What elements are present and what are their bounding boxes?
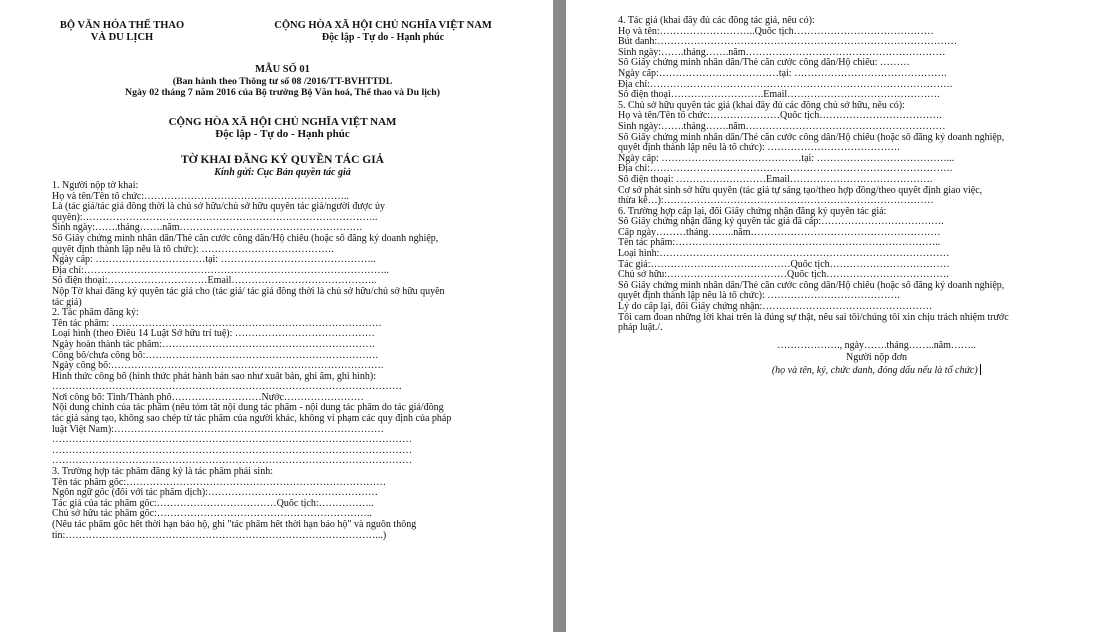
republic-name-2: CỘNG HÒA XÃ HỘI CHỦ NGHĨA VIỆT NAM	[168, 116, 397, 128]
form-line: Tác giả của tác phẩm gốc:………………………………Quốc tịch:……………..	[52, 498, 374, 509]
form-line: Ngày công bố:……………………………………………………………………….	[52, 361, 384, 372]
form-line: Ngôn ngữ gốc (đối với tác phẩm dịch):……………………………………………	[52, 488, 378, 499]
form-line: Sinh ngày:…….tháng…….năm……………………………………………………	[618, 121, 946, 132]
document-page-left	[0, 0, 553, 632]
form-line: Là (tác giả/tác giả đồng thời là chủ sở hữu/chủ sở hữu quyền tác giả/người được ủy	[52, 202, 386, 213]
form-line: Lý do cấp lại, đổi Giấy chứng nhận:……………………………………………	[618, 302, 933, 313]
form-line: Chủ sở hữu:………………………………Quốc tịch……………………………….	[618, 270, 949, 281]
text-cursor[interactable]	[980, 364, 982, 375]
form-line: quyền):……………………………………………………………………………..	[52, 212, 378, 223]
form-line: tác giả)	[52, 297, 82, 308]
form-line: Ngày cấp: ……………………………………tại: …………………………………...	[618, 153, 955, 164]
form-line: Địa chỉ:………………………………………………………………………………..	[52, 265, 389, 276]
form-line: quyết định thành lập nếu là tổ chức): ………………………………….	[618, 143, 900, 154]
form-line: 3. Trường hợp tác phẩm đăng ký là tác phẩm phái sinh:	[52, 467, 273, 478]
agency-line-2: VÀ DU LỊCH	[90, 32, 154, 43]
form-line: Họ và tên/Tên tổ chức:……………………………………………………..	[52, 191, 350, 202]
form-line: Ngày cấp: ……………………………tại: ………………………………………..	[52, 255, 376, 266]
form-line: Số Giấy chứng minh nhân dân/Thẻ căn cước công dân/Hộ chiếu (hoặc số đăng ký doanh nghiệp,	[618, 280, 1005, 291]
form-line: Tác giả:……………………………………Quốc tịch………………………………	[618, 259, 950, 270]
form-line: Tên tác phẩm: ………………………………………………………………………	[52, 318, 382, 329]
form-line: luật Việt Nam):………………………………………………………………………	[52, 424, 384, 435]
form-line: Bút danh:………………………………………………………………………………	[618, 37, 958, 48]
document-header	[52, 20, 513, 44]
form-line: 5. Chủ sở hữu quyền tác giả (khai đầy đủ các đồng chủ sở hữu, nếu có):	[618, 100, 905, 111]
form-line: Số điện thoại:…………………………Email……………………………………..	[52, 276, 377, 287]
form-line: quyết định thành lập nếu là tổ chức): ………………………………….	[52, 244, 334, 255]
form-line: Họ và tên:………………………..Quốc tịch……………………………………	[618, 26, 934, 37]
form-line: Ngày cấp:………………………………tại: ……………………………………….	[618, 68, 947, 79]
form-line: Nơi công bố: Tỉnh/Thành phố………………………Nước……………………	[52, 392, 364, 403]
agency-name	[52, 20, 192, 44]
form-line: ……………………………………………………………………………………………	[52, 382, 402, 393]
form-line: Ngày hoàn thành tác phẩm:……………………………………………………….	[52, 339, 375, 350]
form-line: Công bố/chưa công bố:…………………………………………………………….	[52, 350, 378, 361]
form-line: Hình thức công bố (hình thức phát hành bản sao như xuất bản, ghi âm, ghi hình):	[52, 371, 376, 382]
form-line: Địa chỉ:……………………………………………………………………………….	[618, 164, 953, 175]
form-number: MẪU SỐ 01	[255, 64, 310, 75]
page-gutter	[553, 0, 566, 632]
left-form-body	[52, 181, 513, 541]
form-line: 2. Tác phẩm đăng ký:	[52, 308, 139, 319]
form-line: 6. Trường hợp cấp lại, đổi Giấy chứng nhận đăng ký quyền tác giả:	[618, 206, 887, 217]
form-line: (Nếu tác phẩm gốc hết thời hạn bảo hộ, ghi "tác phẩm hết thời hạn bảo hộ" và nguồn thông	[52, 520, 417, 530]
form-line: quyết định thành lập nếu là tổ chức): ………………………………….	[618, 291, 900, 302]
form-line: Số điện thoại: ………………………Email…………………………………….	[618, 174, 933, 185]
form-line: 1. Người nộp tờ khai:	[52, 181, 139, 191]
form-line: Họ và tên/Tên tổ chức:…………………Quốc tịch……………………………….	[618, 111, 942, 122]
form-line: ………………………………………………………………………………………………	[52, 435, 412, 446]
republic-name: CỘNG HÒA XÃ HỘI CHỦ NGHĨA VIỆT NAM	[274, 20, 492, 31]
form-line: Địa chỉ:……………………………………………………………………………….	[618, 79, 953, 90]
right-form-body	[618, 16, 1075, 334]
form-line: 4. Tác giả (khai đầy đủ các đồng tác giả, nếu có):	[618, 16, 815, 26]
form-line: Nội dung chính của tác phẩm (nêu tóm tắt nội dung tác phẩm - nội dung tác phẩm do tác giả/đồng	[52, 403, 444, 414]
document-title: TỜ KHAI ĐĂNG KÝ QUYỀN TÁC GIẢ	[181, 154, 384, 166]
form-line: Số Giấy chứng minh nhân dân/Thẻ căn cước công dân/Hộ chiếu (hoặc số đăng ký doanh nghiệp,	[618, 132, 1005, 143]
form-line: Tên tác phẩm:……………………………………………………………………..	[618, 238, 941, 249]
form-line: Loại hình:……………………………………………………………………………	[618, 249, 950, 260]
form-line: Số Giấy chứng minh nhân dân/Thẻ căn cước công dân/Hộ chiếu (hoặc số đăng ký doanh nghiệp,	[52, 233, 439, 244]
decree-line-1: (Ban hành theo Thông tư số 08 /2016/TT-BVHTTDL	[172, 76, 393, 87]
recipient: Kính gửi: Cục Bản quyền tác giả	[214, 167, 351, 178]
agency-line-1: BỘ VĂN HÓA THỂ THAO	[59, 20, 185, 31]
form-line: Nộp Tờ khai đăng ký quyền tác giả cho (tác giả/ tác giả đồng thời là chủ sở hữu/chủ sở hữu quyền	[52, 286, 445, 297]
form-line: Số điện thoại……………………….Email……………………………………….	[618, 90, 940, 101]
document-page-right	[566, 0, 1115, 632]
form-line: tác giả sáng tạo, không sao chép từ tác phẩm của người khác, không vi phạm các quy định của pháp	[52, 414, 452, 425]
form-line: Sinh ngày:…….tháng…….năm……………………………………………………	[618, 47, 946, 58]
form-line: Sinh ngày:…….tháng…….năm……………………………………………….	[52, 223, 362, 234]
form-line: Loại hình (theo Điều 14 Luật Sở hữu trí tuệ): ……………………………………	[52, 329, 375, 340]
signature-applicant: Người nộp đơn	[846, 351, 907, 363]
form-line: Tôi cam đoan những lời khai trên là đúng sự thật, nếu sai tôi/chúng tôi xin chịu trách nhiệm trước	[618, 312, 1009, 323]
form-line: Số Giấy chứng minh nhân dân/Thẻ căn cước công dân/Hộ chiếu: ………	[618, 58, 910, 69]
form-line: Cấp ngày………tháng……..năm…………………………………………………	[618, 227, 941, 238]
national-motto-2: Độc lập - Tự do - Hạnh phúc	[215, 128, 350, 140]
national-title	[253, 20, 513, 44]
form-line: ………………………………………………………………………………………………	[52, 456, 412, 467]
signature-date-line: ………………., ngày…….tháng……..năm……..	[777, 339, 976, 351]
form-line: Chủ sở hữu tác phẩm gốc:………………………………………………………..	[52, 509, 372, 520]
form-line: ………………………………………………………………………………………………	[52, 445, 412, 456]
signature-note: (họ và tên, ký, chức danh, đóng dấu nếu là tổ chức)	[678, 364, 1075, 377]
form-line: Tên tác phẩm gốc:……………………………………………………………………	[52, 477, 387, 488]
signature-block	[618, 340, 1075, 377]
form-line: Số Giấy chứng nhận đăng ký quyền tác giả đã cấp:……………………………….	[618, 217, 944, 228]
form-line: pháp luật./.	[618, 323, 663, 334]
form-line: Cơ sở phát sinh sở hữu quyền (tác giả tự sáng tạo/theo hợp đồng/theo quyết định giao việc,	[618, 185, 983, 196]
national-motto: Độc lập - Tự do - Hạnh phúc	[321, 32, 445, 43]
form-line: thừa kế…):………………………………………………………………………	[618, 196, 934, 207]
decree-line-2: Ngày 02 tháng 7 năm 2016 của Bộ trưởng Bộ Văn hoá, Thể thao và Du lịch)	[125, 87, 440, 98]
form-line: tin:…………………………………………………………………………………...)	[52, 530, 387, 541]
